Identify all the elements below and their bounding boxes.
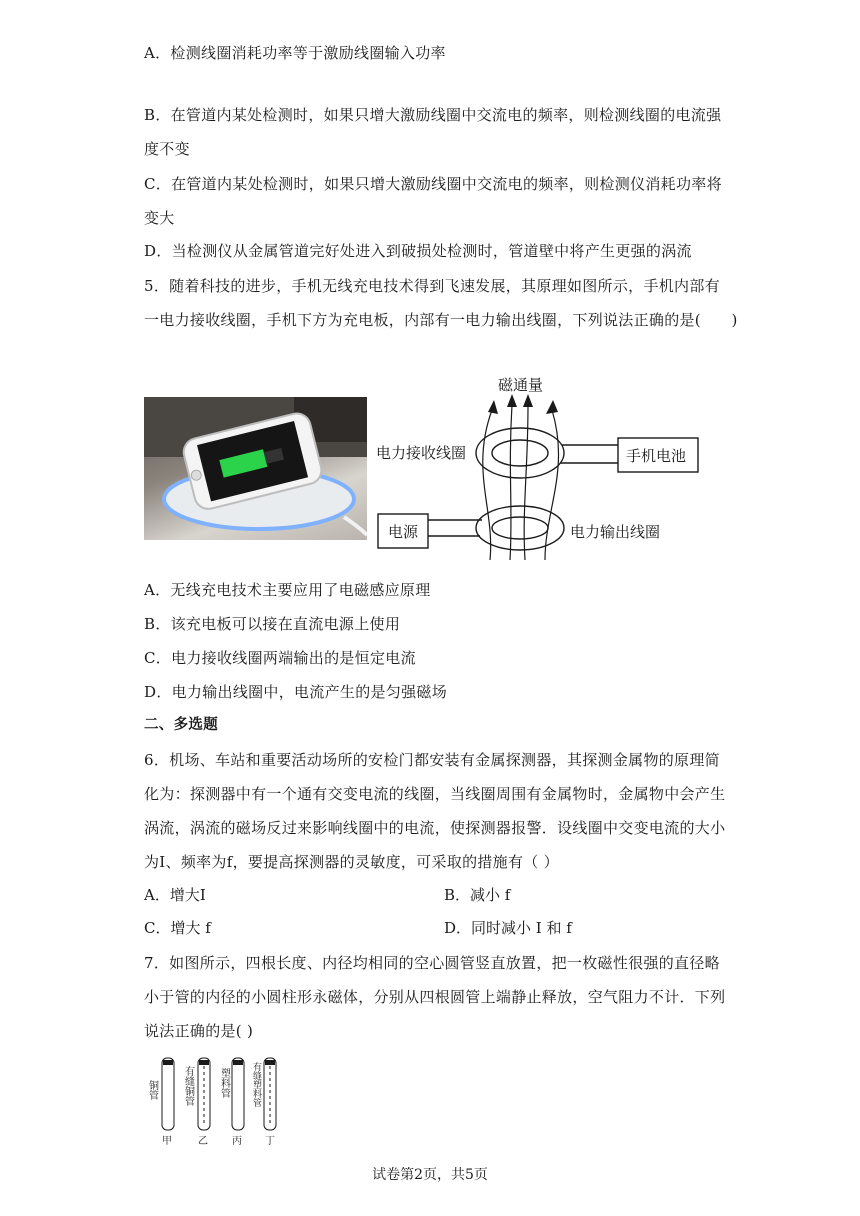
tube-name-ding: 丁 — [265, 1136, 275, 1147]
transmitter-coil — [428, 506, 564, 550]
q6-option-c: C．增大 f — [144, 919, 211, 937]
q5-option-a: A．无线充电技术主要应用了电磁感应原理 — [144, 581, 431, 599]
page-footer: 试卷第2页，共5页 — [372, 1167, 488, 1183]
tube-name-jia: 甲 — [162, 1136, 172, 1147]
tube-label-slotted-copper: 有缝铜管 — [182, 1066, 194, 1106]
q5-option-b: B．该充电板可以接在直流电源上使用 — [144, 615, 401, 633]
battery-label: 手机电池 — [626, 447, 687, 465]
q6-option-b: B．减小 f — [444, 886, 511, 904]
tube-label-slotted-plastic: 有缝塑料管 — [251, 1062, 261, 1107]
q6-stem-line2: 化为：探测器中有一个通有交变电流的线圈，当线圈周围有金属物时，金属物中会产生 — [144, 785, 726, 803]
receiver-coil-label: 电力接收线圈 — [376, 444, 467, 462]
transmitter-coil-label: 电力输出线圈 — [570, 523, 661, 541]
q4-option-a: A．检测线圈消耗功率等于激励线圈输入功率 — [144, 44, 446, 62]
q5-stem-line1: 5．随着科技的进步，手机无线充电技术得到飞速发展，其原理如图所示，手机内部有 — [144, 277, 720, 295]
tubes-figure — [140, 1052, 290, 1148]
q7-stem-line1: 7．如图所示，四根长度、内径均相同的空心圆管竖直放置，把一枚磁性很强的直径略 — [144, 954, 720, 972]
wireless-charging-photo — [144, 397, 367, 540]
coil-diagram — [370, 370, 710, 565]
q5-stem-line2: 一电力接收线圈，手机下方为充电板，内部有一电力输出线圈，下列说法正确的是( ) — [144, 311, 738, 329]
section-heading: 二、多选题 — [144, 717, 218, 733]
tube-label-plastic: 塑料管 — [218, 1068, 230, 1098]
q6-option-a: A．增大I — [144, 886, 206, 904]
q7-stem-line2: 小于管的内径的小圆柱形永磁体，分别从四根圆管上端静止释放，空气阻力不计．下列 — [144, 988, 726, 1006]
q4-option-b-line2: 度不变 — [144, 140, 190, 158]
tube-name-yi: 乙 — [198, 1136, 208, 1147]
tube-label-copper: 铜管 — [146, 1080, 158, 1100]
q7-stem-line3: 说法正确的是( ) — [144, 1022, 254, 1040]
q4-option-c-line1: C．在管道内某处检测时，如果只增大激励线圈中交流电的频率，则检测仪消耗功率将 — [144, 175, 722, 193]
power-source-label: 电源 — [388, 523, 419, 541]
tube-name-bing: 丙 — [232, 1136, 242, 1147]
q6-stem-line3: 涡流，涡流的磁场反过来影响线圈中的电流，使探测器报警．设线圈中交变电流的大小 — [144, 819, 726, 837]
tube-copper — [162, 1058, 174, 1130]
receiver-coil — [476, 428, 618, 478]
q4-option-b-line1: B．在管道内某处检测时，如果只增大激励线圈中交流电的频率，则检测线圈的电流强 — [144, 106, 722, 124]
q6-option-d: D．同时减小 I 和 f — [444, 919, 572, 937]
q6-stem-line4: 为I、频率为f，要提高探测器的灵敏度，可采取的措施有（ ） — [144, 853, 559, 871]
q4-option-c-line2: 变大 — [144, 209, 175, 227]
tube-plastic — [232, 1058, 244, 1130]
q4-option-d: D．当检测仪从金属管道完好处进入到破损处检测时，管道壁中将产生更强的涡流 — [144, 242, 692, 260]
flux-label: 磁通量 — [498, 376, 544, 394]
q5-option-c: C．电力接收线圈两端输出的是恒定电流 — [144, 649, 416, 667]
flux-arrowheads — [488, 394, 558, 414]
phone-on-charger-illustration — [144, 397, 367, 540]
q5-option-d: D．电力输出线圈中，电流产生的是匀强磁场 — [144, 683, 448, 701]
q6-stem-line1: 6．机场、车站和重要活动场所的安检门都安装有金属探测器，其探测金属物的原理简 — [144, 751, 720, 769]
